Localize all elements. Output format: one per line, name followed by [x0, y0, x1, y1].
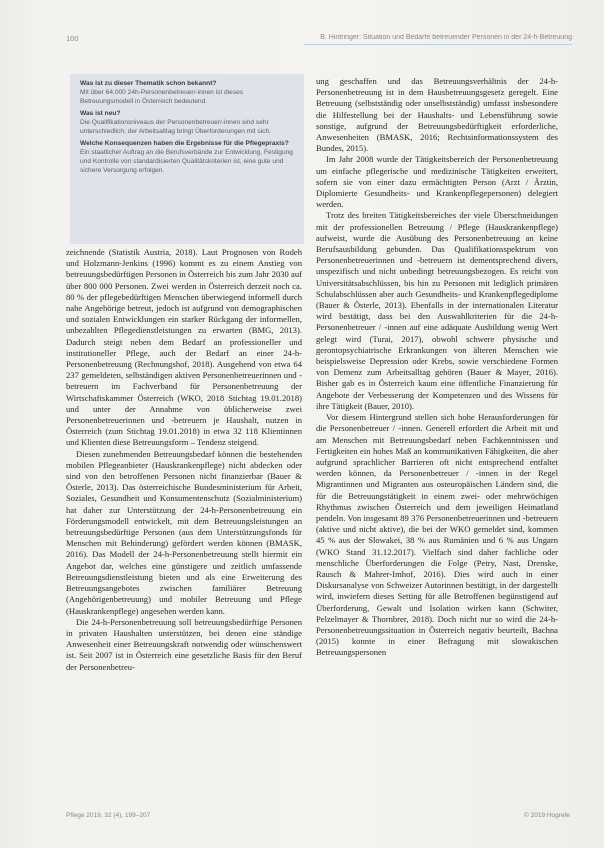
box-answer: Die Qualifikationsniveaus der Personenbetreuer/-innen sind sehr unterschiedlich; der Arbeitsalltag bringt Überforderungen mit sich. — [80, 119, 271, 135]
paragraph: Im Jahr 2008 wurde der Tätigkeitsbereich der Personenbetreuung um einfache pflegerische und medizinische Tätigkeiten erweitert, sofern sie von einer dazu ermächtigten Person (Arzt / Ärztin, Diplomierte Gesundheits- und Krankenpflegepersonen) delegiert werden. — [316, 154, 558, 210]
right-text-column — [316, 76, 558, 659]
footer-copyright: © 2019 Hogrefe — [524, 812, 570, 819]
paragraph: Vor diesem Hintergrund stellen sich hohe Herausforderungen für die Personenbetreuer / -innen. Generell erfordert die Arbeit mit und am Menschen mit Betreuungsbedarf neben Fachkenntnissen und Fertigkeiten ein hohes Maß an kommunikativen Fähigkeiten, die aber aufgrund sprachlicher Barrieren oft nicht entsprechend entfaltet werden können, da Personenbetreuer / -innen in der Regel Migrantinnen und Migranten aus osteuropäischen Ländern sind, die für die Betreuungstätigkeit in einem zwei- oder mehrwöchigen Rhythmus zwischen Österreich und dem jeweiligen Heimatland pendeln. Von insgesamt 89 376 Personenbetreuerinnen und -betreuern (aktive und nicht aktive), die bei der WKO gemeldet sind, kommen 45 % aus der Slowakei, 38 % aus Rumänien und 6 % aus Ungarn (WKO Stand 31.12.2017). Vielfach sind daher fachliche oder menschliche Überforderungen die Folge (Petry, Nast, Drenske, Rausch & Mahrer-Imhof, 2016). Dies wird auch in einer Diskursanalyse von Schweizer Autorinnen bestätigt, in der dargestellt wird, inwiefern dieses Setting für alle Betroffenen begünstigend auf Überforderung, Gewalt und Isolation wirken kann (Schwiter, Pelzelmayer & Thornbrer, 2018). Doch nicht nur so wird die 24-h-Personenbetreuungssituation in Österreich negativ beurteilt, Bachna (2015) konnte in einer Befragung mit slowakischen Betreuungspersonen — [316, 412, 558, 658]
box-question: Welche Konsequenzen haben die Ergebnisse für die Pflegepraxis? — [80, 140, 289, 147]
footer-citation: Pflege 2019, 32 (4), 199–207 — [66, 812, 151, 819]
header-rule — [304, 44, 572, 45]
box-question: Was ist neu? — [80, 110, 121, 117]
box-answer: Ein staatlicher Auftrag an die Berufsverbände zur Entwicklung, Festigung und Kontrolle von standardisierten Qualitätskriterien ist, eine gute und sichere Versorgung erfolgen. — [80, 149, 293, 174]
page-number: 100 — [66, 34, 79, 43]
paragraph: zeichnende (Statistik Austria, 2018). Laut Prognosen von Rodeh und Holzmann-Jenkins (1996) kommt es zu einem Anstieg von betreuungsbedürftigen Personen in Österreich bis zum Jahr 2030 auf über 800 000 Personen. Zwei werden in Österreich derzeit noch ca. 80 % der pflegebedürftigen Menschen überwiegend informell durch nahe Angehörige betreut, jedoch ist aufgrund von demographischen und sozialen Entwicklungen ein starker Rückgang der informellen, unbezahlten Pflegedienstleistungen zu erwarten (BMG, 2013). Dadurch steigt neben dem Bedarf an professioneller und institutioneller Pflege, auch der Bedarf an einer 24-h-Personenbetreuung (Rechnungshof, 2018). Ausgehend von etwa 64 237 gemeldeten, selbständigen aktiven Personenbetreuerinnen und -betreuern im Fachverband für Personenbetreuung der Wirtschaftskammer Österreich (WKO, 2018 Stichtag 19.01.2018) und unter der Annahme von üblicherweise zwei Personenbetreuerinnen und -betreuern je Haushalt, nutzen in Österreich (zum Stichtag 19.01.2018) in etwa 32 118 Klientinnen und Klienten diese Betreuungsform – Tendenz steigend. — [66, 247, 302, 448]
box-question: Was ist zu dieser Thematik schon bekannt? — [80, 80, 217, 87]
running-title: B. Hintringer: Situation und Bedarfe betreuender Personen in der 24-h-Betreuung — [320, 34, 572, 41]
left-text-column — [66, 247, 302, 673]
paragraph: Die 24-h-Personenbetreuung soll betreuungsbedürftige Personen in privaten Haushalten unterstützen, bei denen eine ständige Anwesenheit einer Betreuungskraft notwendig oder wünschenswert ist. Seit 2007 ist in Österreich eine gesetzliche Basis für den Beruf der Personenbetreu- — [66, 616, 302, 672]
box-answer: Mit über 64.000 24h-Personenbetreuer/-innen ist dieses Betreuungsmodell in Österreich bedeutend. — [80, 89, 244, 105]
paragraph: Trotz des breiten Tätigkeitsbereiches der viele Überschneidungen mit der professionellen Betreuung / Pflege (Hauskrankenpflege) aufweist, wurde die Ausübung des Personenbetreuung an keine Berufsausbildung gebunden. Das Qualifikationsspektrum von Personenbetreuerinnen und -betreuern ist dementsprechend divers, unspezifisch und nicht unbedingt betreuungsbezogen. Es reicht von Universitätsabschlüssen, bis hin zu Personen mit lediglich primären Schulabschlüssen aber auch Gesundheits- und Krankenpflegediplome (Bauer & Österle, 2013). Ebenfalls in der internationalen Literatur wird bestätigt, dass bei den Auswahlkriterien für die 24-h-Personenbetreuer / -innen auf eine adäquate Ausbildung wenig Wert gelegt wird (Turai, 2017), obwohl schwere physische und gerontopsychiatrische Erkrankungen von älteren Menschen wie beispielsweise Depression oder Krebs, sowie verschiedene Formen von Demenz zum Arbeitsalltag gehören (Bauer & Mayer, 2016). Bisher gab es in Österreich kaum eine öffentliche Finanzierung für Angebote der Verbesserung der Kompetenzen und des Wissens für ihre Tätigkeit (Bauer, 2010). — [316, 210, 558, 411]
key-points-box — [70, 74, 304, 244]
paragraph: ung geschaffen und das Betreuungsverhältnis der 24-h-Personenbetreuung ist in dem Hausbetreuungsgesetz geregelt. Eine Betreuung (selbstständig oder unselbstständig) umfasst insbesondere die Hilfestellung bei der Haushalts- und Lebensführung sowie sonstige, aufgrund der Betreuungsbedürftigkeit erforderliche, Anwesenheiten (BMASK, 2016; Rechtsinformationssystem des Bundes, 2015). — [316, 76, 558, 154]
paragraph: Diesen zunehmenden Betreuungsbedarf können die bestehenden mobilen Pflegeanbieter (Hauskrankenpflege) nicht abdecken oder sind von den betroffenen Personen nicht finanzierbar (Bauer & Österle, 2013). Das österreichische Bundesministerium für Arbeit, Soziales, Gesundheit und Konsumentenschutz (Sozialministerium) hat daher zur Unterstützung der 24-h-Personenbetreuung ein Förderungsmodell entwickelt, mit dem Betreuungsleistungen an betreuungsbedürftige Personen (aus dem Unterstützungsfonds für Menschen mit Behinderung) gefördert werden können (BMASK, 2016). Das Modell der 24-h-Personenbetreuung stellt hiermit ein Angebot dar, welches eine günstigere und zeitlich umfassende Betreuungsdienstleistung bieten und als eine Erweiterung des Betreuungsangebotes zwischen familiärer Betreuung (Angehörigenbetreuung) und mobiler Betreuung und Pflege (Hauskrankenpflege) angesehen werden kann. — [66, 448, 302, 616]
